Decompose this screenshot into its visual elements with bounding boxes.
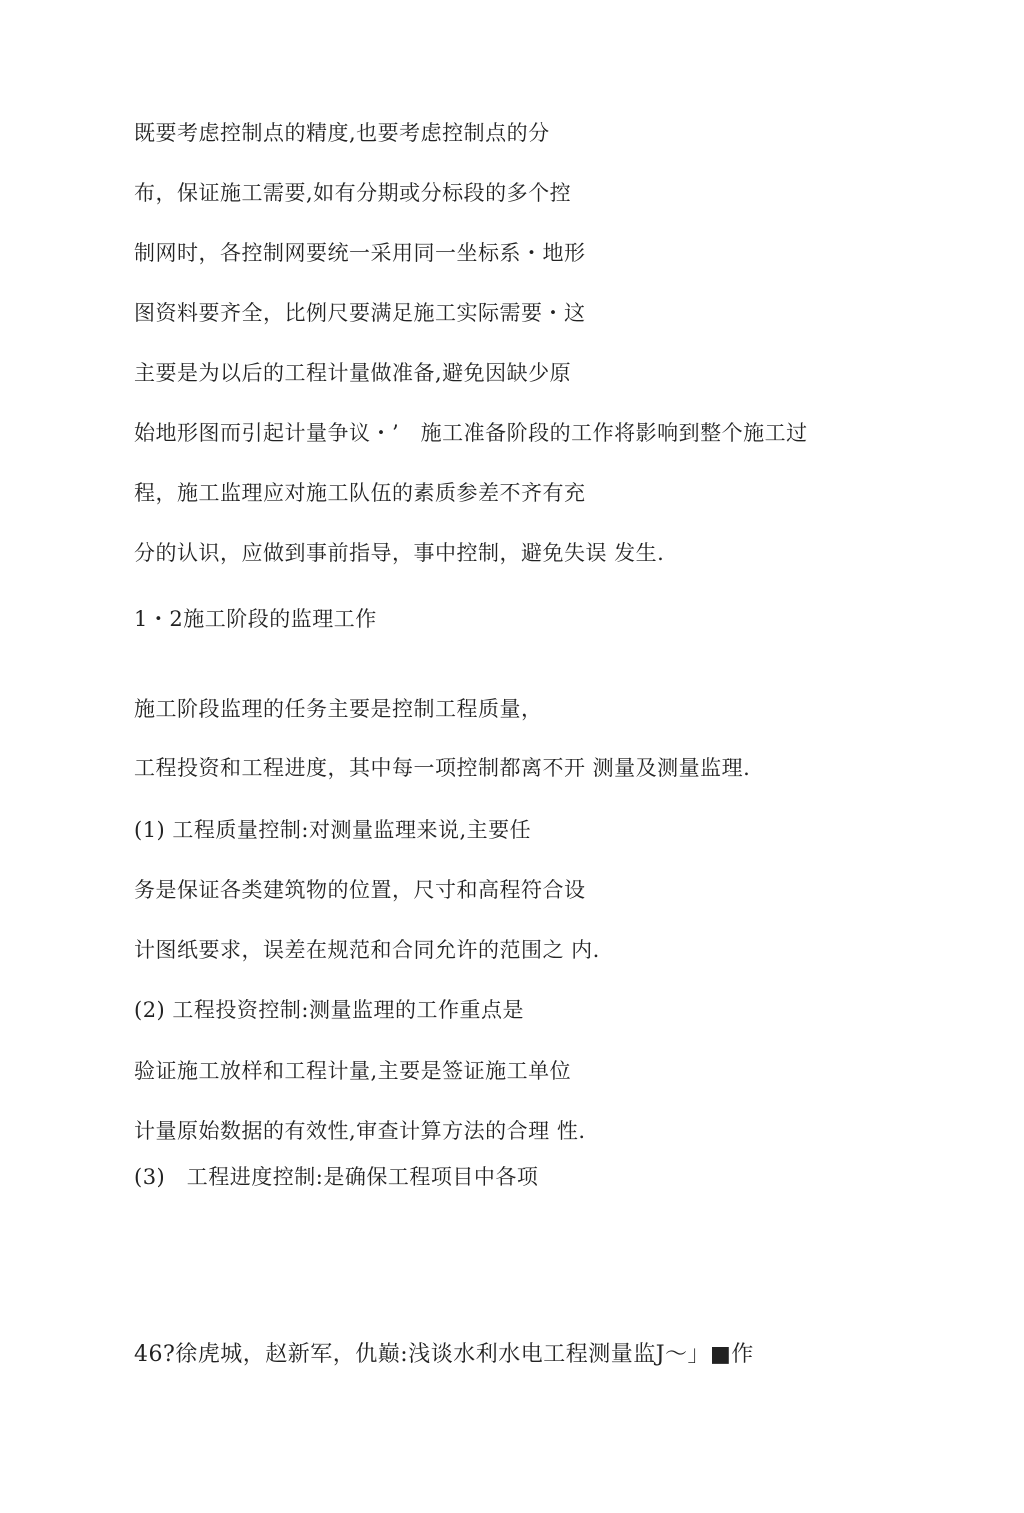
text-line: 既要考虑控制点的精度,也要考虑控制点的分 bbox=[134, 121, 550, 145]
text-line: 验证施工放样和工程计量,主要是签证施工单位 bbox=[134, 1059, 572, 1083]
text-line: 主要是为以后的工程计量做准备,避免因缺少原 bbox=[134, 361, 572, 385]
section-heading: 1・2施工阶段的监理工作 bbox=[134, 607, 377, 631]
text-line: 工程投资和工程进度，其中每一项控制都离不开 测量及测量监理. bbox=[134, 756, 751, 780]
text-line: 图资料要齐全，比例尺要满足施工实际需要・这 bbox=[134, 301, 586, 325]
list-item: (3) 工程进度控制:是确保工程项目中各项 bbox=[134, 1165, 539, 1189]
text-line: 分的认识，应做到事前指导，事中控制，避免失误 发生. bbox=[134, 541, 665, 565]
text-line: 程，施工监理应对施工队伍的素质参差不齐有充 bbox=[134, 481, 586, 505]
text-line: 制网时，各控制网要统一采用同一坐标系・地形 bbox=[134, 241, 586, 265]
page-footer: 46?徐虎城，赵新军，仇巅:浅谈水利水电工程测量监J～」■作 bbox=[134, 1342, 754, 1367]
text-line: 计图纸要求，误差在规范和合同允许的范围之 内. bbox=[134, 938, 600, 962]
list-item: (1) 工程质量控制:对测量监理来说,主要任 bbox=[134, 818, 532, 842]
text-line: 施工阶段监理的任务主要是控制工程质量， bbox=[134, 697, 543, 721]
text-line: 布，保证施工需要,如有分期或分标段的多个控 bbox=[134, 181, 572, 205]
list-item: (2) 工程投资控制:测量监理的工作重点是 bbox=[134, 998, 524, 1022]
text-line: 始地形图而引起计量争议・’ 施工准备阶段的工作将影响到整个施工过 bbox=[134, 421, 808, 445]
text-line: 计量原始数据的有效性,审查计算方法的合理 性. bbox=[134, 1119, 586, 1143]
text-line: 务是保证各类建筑物的位置，尺寸和高程符合设 bbox=[134, 878, 586, 902]
